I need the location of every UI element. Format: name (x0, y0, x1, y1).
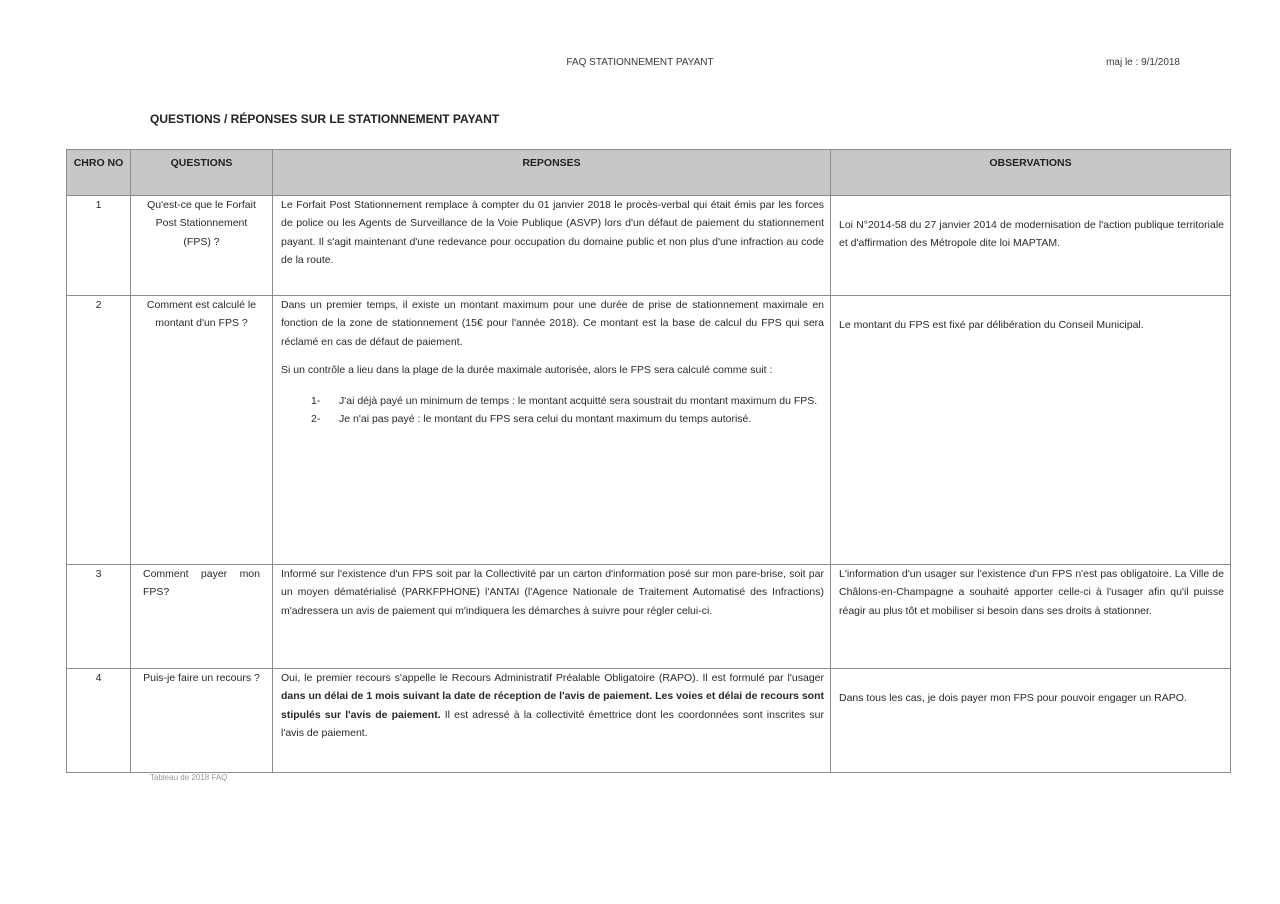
response-paragraph: Dans un premier temps, il existe un montant maximum pour une durée de prise de stationnement maximale en fonction de la zone de stationnement (15€ pour l'année 2018). Ce montant est la base de calcul du FPS qui sera réclamé en cas de défaut de paiement. (281, 299, 824, 348)
observation-cell: Loi N°2014-58 du 27 janvier 2014 de modernisation de l'action publique territoriale et d'affirmation des Métropole dite loi MAPTAM. (831, 196, 1231, 296)
response-cell (273, 565, 831, 669)
list-item-text: J'ai déjà payé un minimum de temps : le montant acquitté sera soustrait du montant maximum du FPS. (339, 394, 818, 407)
observation-cell: L'information d'un usager sur l'existence d'un FPS n'est pas obligatoire. La Ville de Châlons-en-Champagne a souhaité apporter celle-ci à l'usager afin qu'il puisse réagir au plus tôt et mobiliser si besoin dans ses droits à stationner. (831, 565, 1231, 669)
question-cell: Qu'est-ce que le Forfait Post Stationnement (FPS) ? (131, 196, 273, 296)
question-cell: Puis-je faire un recours ? (131, 669, 273, 773)
table-header-row (67, 150, 1231, 196)
question-cell: Comment payer mon FPS? (131, 565, 273, 669)
question-cell: Comment est calculé le montant d'un FPS ? (131, 296, 273, 565)
response-text-bold: dans un délai de 1 mois suivant la date de réception de l'avis de paiement. Les voies et délai de recours sont stipulés sur l'avis de paiement. (281, 690, 824, 721)
response-paragraph: Le Forfait Post Stationnement remplace à compter du 01 janvier 2018 le procès-verbal qui était émis par les forces de police ou les Agents de Surveillance de la Voie Publique (ASVP) lors d'un défaut de paiement du stationnement payant. Il s'agit maintenant d'une redevance pour occupation du domaine public et non plus d'une infraction au code de la route. (281, 199, 824, 267)
table-row (67, 565, 1231, 669)
row-number: 2 (67, 296, 131, 565)
response-cell (273, 669, 831, 773)
row-number: 3 (67, 565, 131, 669)
page-header-date: maj le : 9/1/2018 (1106, 57, 1180, 68)
response-cell (273, 196, 831, 296)
row-number: 4 (67, 669, 131, 773)
page-header-title: FAQ STATIONNEMENT PAYANT (566, 57, 714, 68)
response-list (311, 392, 824, 429)
list-marker: 2- (311, 412, 321, 425)
list-marker: 1- (311, 394, 321, 407)
column-header-questions: QUESTIONS (131, 150, 273, 196)
response-paragraph: Si un contrôle a lieu dans la plage de la durée maximale autorisée, alors le FPS sera calculé comme suit : (281, 364, 773, 377)
response-text: Il est adressé à la collectivité émettrice dont les coordonnées sont inscrites sur l'avis de paiement. (281, 708, 824, 740)
column-header-number: CHRO NO (67, 150, 131, 196)
observation-cell: Dans tous les cas, je dois payer mon FPS pour pouvoir engager un RAPO. (831, 669, 1231, 773)
row-number: 1 (67, 196, 131, 296)
response-text: Oui, le premier recours s'appelle le Recours Administratif Préalable Obligatoire (RAPO). Il est formulé par l'usager (281, 672, 824, 684)
table-row (67, 669, 1231, 773)
document-title: QUESTIONS / RÉPONSES SUR LE STATIONNEMENT PAYANT (150, 112, 500, 126)
list-item (311, 392, 824, 410)
response-paragraph: Informé sur l'existence d'un FPS soit par la Collectivité par un carton d'information posé sur mon pare-brise, soit par un moyen dématérialisé (PARKFPHONE) l'ANTAI (l'Agence Nationale de Traitement Automatisé des Infractions) m'adressera un avis de paiement qui m'indiquera les démarches à suivre pour régler celui-ci. (281, 568, 824, 617)
table-row (67, 196, 1231, 296)
response-cell (273, 296, 831, 565)
list-item (311, 410, 824, 428)
faq-table (66, 149, 1231, 773)
list-item-text: Je n'ai pas payé : le montant du FPS sera celui du montant maximum du temps autorisé. (339, 412, 752, 425)
observation-cell: Le montant du FPS est fixé par délibération du Conseil Municipal. (831, 296, 1231, 565)
table-row (67, 296, 1231, 565)
column-header-observations: OBSERVATIONS (831, 150, 1231, 196)
page-footnote: Tableau de 2018 FAQ (150, 773, 228, 782)
column-header-responses: REPONSES (273, 150, 831, 196)
